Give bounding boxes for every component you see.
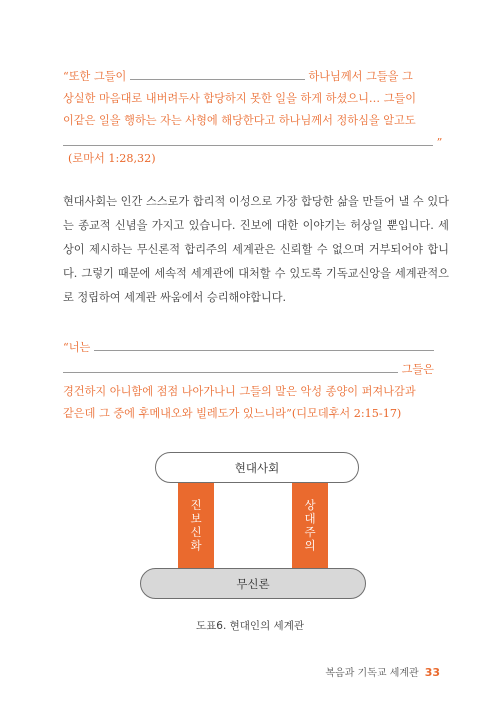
fill-in-blank[interactable]: [130, 78, 305, 80]
quote-line: [63, 66, 447, 88]
quote-line: 상실한 마음대로 내버려두사 합당하지 못한 일을 하게 하셨으니… 그들이: [63, 92, 417, 105]
fill-in-blank[interactable]: [63, 144, 433, 146]
diagram-top-box: 현대사회: [155, 452, 359, 483]
quote-text: ”: [436, 136, 443, 149]
quote-text: “너는: [63, 341, 91, 354]
diagram-left-pillar: 진보신화: [178, 483, 214, 568]
diagram-caption: 도표6. 현대인의 세계관: [196, 620, 304, 632]
quote-line: 경건하지 아니함에 점점 나아가나니 그들의 말은 악성 종양이 퍼져나감과: [63, 385, 416, 398]
quote-line: 이같은 일을 행하는 자는 사형에 해당한다고 하나님께서 정하심을 알고도: [63, 114, 416, 127]
fill-in-blank[interactable]: [63, 371, 398, 373]
quote-line: [63, 337, 447, 359]
footer-title: 복음과 기독교 세계관: [325, 668, 419, 679]
quote-timothy: [63, 337, 447, 425]
body-paragraph: 현대사회는 인간 스스로가 합리적 이성으로 가장 합당한 삶을 만들어 낼 수 있다는 종교적 신념을 가지고 있습니다. 진보에 대한 이야기는 허상일 뿐입니다. 세상이 제시하는 무신론적 합리주의 세계관은 신뢰할 수 없으며 거부되어야 합니다. 그렇기 때문에 세속적 세계관에 대처할 수 있도록 기독교신앙을 세계관적으로 정립하여 세계관 싸움에서 승리해야합니다.: [63, 195, 449, 304]
diagram-right-pillar: 상대주의: [292, 483, 328, 568]
quote-text: 하나님께서 그들을 그: [308, 70, 413, 83]
quote-text: 그들은: [401, 363, 434, 376]
diagram-base-box: 무신론: [140, 568, 366, 599]
bible-reference: (로마서 1:28,32): [68, 152, 156, 165]
quote-line: 같은데 그 중에 후메내오와 빌레도가 있느니라”(디모데후서 2:15-17): [63, 407, 402, 420]
fill-in-blank[interactable]: [94, 349, 434, 351]
quote-line: [63, 359, 447, 381]
page-number: 33: [424, 666, 440, 679]
quote-romans: [63, 66, 447, 154]
quote-text: “또한 그들이: [63, 70, 127, 83]
worldview-diagram: [140, 452, 366, 600]
page-footer: [325, 664, 440, 679]
